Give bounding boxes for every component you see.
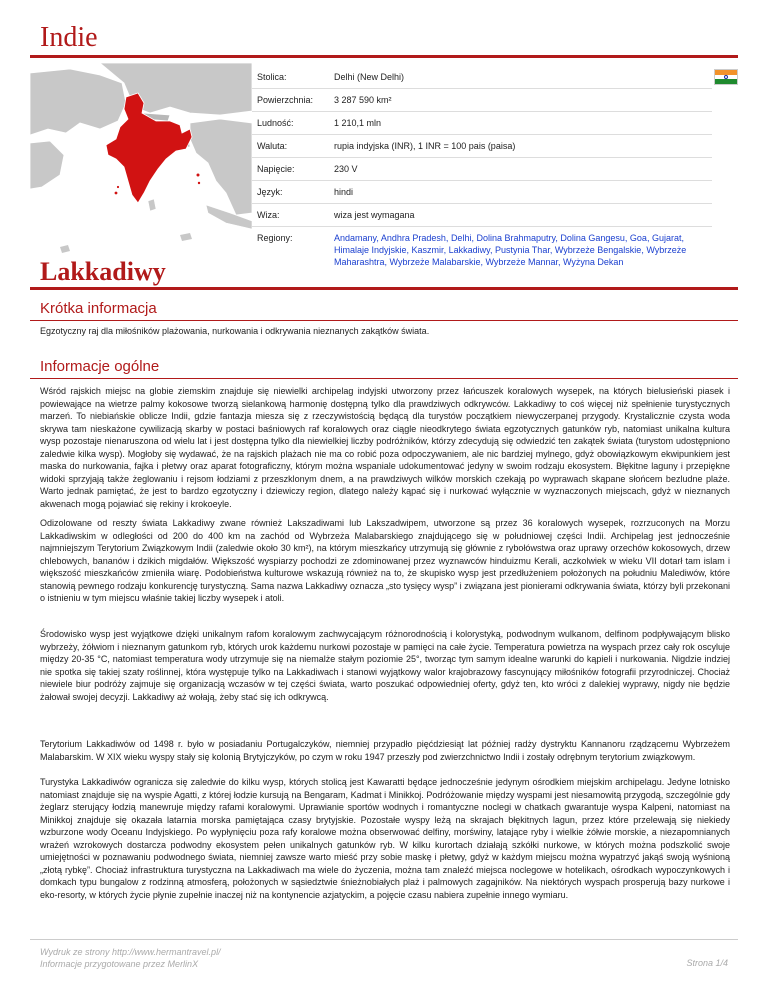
info-label: Język:: [252, 181, 329, 204]
info-label: Wiza:: [252, 204, 329, 227]
footer-source: [40, 946, 221, 970]
info-label: Stolica:: [252, 66, 329, 89]
region-link[interactable]: Wybrzeże Malabarskie: [389, 257, 481, 267]
region-link[interactable]: Lakkadiwy: [448, 245, 490, 255]
region-link[interactable]: Dolina Gangesu: [560, 233, 625, 243]
info-value: wiza jest wymagana: [329, 204, 712, 227]
region-link[interactable]: Pustynia Thar: [494, 245, 550, 255]
footer-line-author: Informacje przygotowane przez MerlinX: [40, 959, 199, 969]
map-graphic: [30, 63, 252, 259]
region-link[interactable]: Wybrzeże Bengalskie: [554, 245, 642, 255]
regions-list: Andamany, Andhra Pradesh, Delhi, Dolina Brahmaputry, Dolina Gangesu, Goa, Gujarat, Himalaje Indyjskie, Kaszmir, Lakkadiwy, Pustynia Thar, Wybrzeże Bengalskie, Wybrzeże Maharashtra, Wybrzeże Malabarskie, Wybrzeże Mannar, Wyżyna Dekan: [334, 233, 687, 267]
general-info-paragraph: Wśród rajskich miejsc na globie ziemskim znajduje się niewielki archipelag indyjski utworzony przez łańcuszek koralowych wysepek, na których bielusieński piasek i powiewające na wietrze palmy kokosowe tworzą sielankową harmonię dostępną tylko dla prawdziwych odkrywców. Lakkadiwy to coś więcej niż spełnienie turystycznych marzeń. To niebiańskie oblicze Indii, gdzie fantazja miesza się z rzeczywistością będącą dla turystów początkiem niewyczerpanej przygody. Krystalicznie czysta woda skrywa tam nieskażone cywilizacją skarby w postaci baśniowych raf koralowych oraz ciągle nieodkrytego świata egzotycznych gatunków ryb, natomiast unikalna kultura wysp pozostaje nienaruszona od wielu lat i jest dostępna tylko dla niewielkiej liczby podróżników, którzy zdecydują się odwiedzić ten zakątek świata (turystom udostępniono zaledwie kilka wysp). Mogłoby się wydawać, że na rajskich plażach nie ma co robić poza odpoczywaniem, ale nic bardziej mylnego, gdyż obowiązkowym ekwipunkiem jest maska do nurkowania, fajka i płetwy oraz aparat fotograficzny, którym można wspaniale udokumentować jedyny w swoim rodzaju ekosystem. Błękitne laguny i przepiękne widoki sprzyjają także żeglowaniu i rejsom łodziami z przeszklonym dnem, a na prawdziwych wilków morskich czekają po wyprawach skąpane słońcem bezludne plaże. Warto jednak pamiętać, że jest to bardzo egzotyczny i dziewiczy region, dlatego należy kąpać się i nurkować wyłącznie w wyznaczonych miejscach, gdyż w nieznanych akwenach mogą pojawiać się rekiny i krokoeyle.: [40, 386, 730, 509]
region-link[interactable]: Wybrzeże Mannar: [485, 257, 558, 267]
info-row-visa: [252, 204, 712, 227]
info-row-area: [252, 89, 712, 112]
region-link[interactable]: Wyżyna Dekan: [562, 257, 624, 267]
map-islands-lakshadweep: [115, 192, 118, 195]
india-flag-icon: [714, 69, 738, 85]
region-link[interactable]: Wybrzeże Maharashtra: [334, 245, 687, 267]
short-info-text: Egzotyczny raj dla miłośników plażowania, nurkowania i odkrywania nieznanych zakątków świata.: [40, 326, 430, 336]
info-label: Regiony:: [257, 233, 293, 243]
section-heading-short-info: Krótka informacja: [40, 300, 157, 317]
info-row-language: [252, 181, 712, 204]
general-info-paragraph: Terytorium Lakkadiwów od 1498 r. było w posiadaniu Portugalczyków, niemniej przypadło pięćdziesiąt lat później radży dystryktu Kannanoru rządzącemu Wybrzeżem Malabarskim. W XIX wieku wyspy stały się kolonią Brytyjczyków, po czym w roku 1947 przeszły pod zwierzchnictwo Indii i zostały odrębnym terytorium związkowym.: [40, 739, 730, 762]
info-row-voltage: [252, 158, 712, 181]
info-value: Delhi (New Delhi): [329, 66, 712, 89]
region-link[interactable]: Gujarat: [651, 233, 682, 243]
region-link[interactable]: Kaszmir: [411, 245, 444, 255]
region-link[interactable]: Delhi: [450, 233, 472, 243]
section-heading-general-info: Informacje ogólne: [40, 358, 160, 375]
info-value: hindi: [329, 181, 712, 204]
region-link[interactable]: Andhra Pradesh: [380, 233, 446, 243]
footer-divider: [30, 939, 738, 940]
section-divider: [30, 320, 738, 321]
general-info-paragraph: Odizolowane od reszty świata Lakkadiwy zwane również Lakszadiwami lub Lakszadwipem, utworzone są przez 36 koralowych wysepek, rozrzuconych na Morzu Lakkadiwskim w odległości od 200 do 400 km na zachód od Wybrzeża Malabarskiego znajdującego się w południowej części Indii. Archipelag jest jednocześnie najmniejszym Terytorium Związkowym Indii (zaledwie około 30 km²), na którym mieszkańcy utrzymują się głównie z rybołówstwa oraz uprawy orzechów kokosowych, drzew chlebowych, bananów i dzikich migdałów. Większość wyspiarzy pochodzi ze zdominowanej przez wyznawców hinduizmu Kerali, aczkolwiek w wieku VII dotarł tam islam i większość mieszkańców zmieniła wiarę. Podobieństwa kulturowe wskazują również na to, że skupisko wysp jest przedłużeniem położonych na południu Malediwów, które stanowią pewnego rodzaju konkurencję turystyczną. Sama nazwa Lakkadiwy oznacza „sto tysięcy wysp” i związana jest pionierami odkrywania świata, którzy byli przekonani o istnieniu w tym miejscu właśnie takiej liczby wysepek i atoli.: [40, 518, 730, 603]
country-info-table: [252, 66, 712, 273]
info-label: Powierzchnia:: [252, 89, 329, 112]
info-label: Waluta:: [252, 135, 329, 158]
title-divider: [30, 55, 738, 58]
region-link[interactable]: Andamany: [334, 233, 377, 243]
info-value: 230 V: [329, 158, 712, 181]
info-value: 3 287 590 km²: [329, 89, 712, 112]
region-divider: [30, 287, 738, 290]
general-info-paragraph: Turystyka Lakkadiwów ogranicza się zaledwie do kilku wysp, których stolicą jest Kawaratti będące jednocześnie jedynym ośrodkiem miejskim archipelagu. Jedyne lotnisko natomiast znajduje się na wyspie Agatti, z której łodzie kursują na Bengaram, Kadmat i Minikkoj. Podróżowanie między wyspami jest niesamowitą przygodą, szczególnie gdy żeglarz sterujący łodzią manewruje między rafami koralowymi. Uprawianie sportów wodnych i romantyczne noclegi w chatkach gwarantuje wyspa Kalpeni, natomiast na Minikkoj znajduje się okazała latarnia morska pamiętająca czasy brytyjskie. Pozostałe wyspy leżą na skrajach błękitnych lagun, przez które przelewają się niekiedy wzburzone wody Oceanu Indyjskiego. Po wypłynięciu poza rafy koralowe można obserwować delfiny, morświny, latające ryby i wielkie żółwie morskie, a niezapomnianych wrażeń wzrokowych dostarcza podwodny ekosystem pełen unikalnych gatunków ryb. W kilku kurortach działają szkółki nurkowe, w których można podszkolić swoje umiejętności w poznawaniu podwodnego świata, niemniej zawsze warto mieść przy sobie maskę i płetwy, gdyż w każdym miejscu można wypatrzyć jakąś swoją wyśnioną „złotą rybkę”. Chociaż infrastruktura turystyczna na Lakkadiwach ma wiele do życzenia, można tam znaleźć miejsca noclegowe w hotelikach, ośrodkach wypoczynkowych i domkach typu bungalow z rodzinną atmosferą, położonych w sąsiedztwie śnieżnobiałych plaż i palmowych zagajników. Na niektórych wyspach prosperują bazy nurkowe i eko-resorty, w których życie płynie zupełnie inaczej niż na kontynencie azjatyckim, a pojęcie czasu nabiera zupełnie innego wymiaru.: [40, 777, 730, 900]
info-label: Napięcie:: [252, 158, 329, 181]
footer-line-url: Wydruk ze strony http://www.hermantravel.pl/: [40, 947, 221, 957]
general-info-paragraph: Środowisko wysp jest wyjątkowe dzięki unikalnym rafom koralowym zachwycającym różnorodnością i kolorystyką, podwodnym wulkanom, delfinom podpływającym blisko wybrzeży, żółwiom i nieznanym gatunkom ryb, których urok każdemu nurkowi pozostaje w pamięci na całe życie. Temperatura powietrza na wyspach przez cały rok oscyluje między 20-35 °C, natomiast temperatura wody utrzymuje się na niemalże stałym poziomie 25°, tworząc tym samym idealne warunki do kąpieli i nurkowania. Nigdzie indziej nie spotka się takiej szaty roślinnej, która występuje tylko na Lakkadiwach i stanowi wyjątkowy walor krajobrazowy fascynujący miłośników fotografii przyrodniczej. Chociaż niewiele biur podróży zajmuje się organizacją wczasów w tej części świata, warto poszukać odpowiedniej oferty, gdyż ten, kto wróci z dalekiej wyprawy, nigdy nie będzie żałował swojej decyzji. Lakkadiwy aż wołają, żeby stać się ich odkrywcą.: [40, 629, 730, 702]
info-value: 1 210,1 mln: [329, 112, 712, 135]
info-row-currency: [252, 135, 712, 158]
region-link[interactable]: Goa: [629, 233, 647, 243]
info-label: Ludność:: [252, 112, 329, 135]
info-row-capital: [252, 66, 712, 89]
page-number: Strona 1/4: [686, 958, 728, 968]
section-divider: [30, 378, 738, 379]
country-map: [30, 63, 252, 259]
region-link[interactable]: Dolina Brahmaputry: [476, 233, 556, 243]
region-title: Lakkadiwy: [40, 257, 166, 286]
info-row-population: [252, 112, 712, 135]
map-islands-andaman: [197, 174, 200, 177]
page-title: Indie: [40, 22, 98, 53]
info-value: rupia indyjska (INR), 1 INR = 100 pais (paisa): [329, 135, 712, 158]
region-link[interactable]: Himalaje Indyjskie: [334, 245, 407, 255]
info-row-regions: [252, 227, 712, 274]
